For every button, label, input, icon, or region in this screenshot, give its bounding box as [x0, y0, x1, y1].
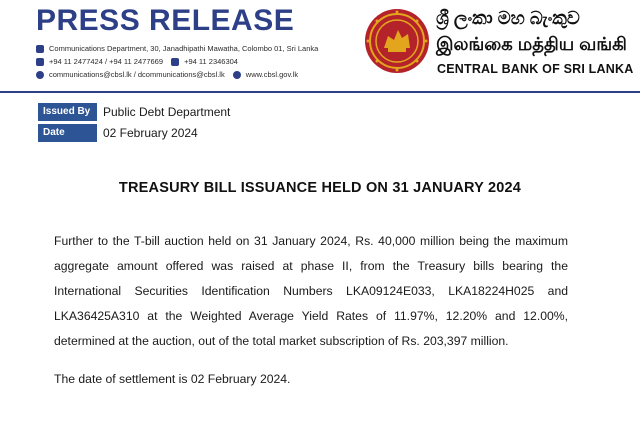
phone-line: [36, 57, 238, 66]
bank-name-sinhala: ශ්‍රී ලංකා මහ බැංකුව: [436, 8, 580, 28]
email-text[interactable]: communications@cbsl.lk / dcommunications@cbsl.lk: [49, 70, 225, 79]
web-icon: [233, 71, 241, 79]
bank-name-tamil: இலங்கை மத்திய வங்கி: [436, 34, 627, 54]
fax-icon: [171, 58, 179, 66]
phone-icon: [36, 58, 44, 66]
email-line: [36, 70, 298, 79]
bank-name-english: CENTRAL BANK OF SRI LANKA: [437, 62, 634, 76]
issued-by-value: Public Debt Department: [103, 105, 231, 119]
letterhead: [0, 0, 640, 92]
body-paragraph: Further to the T-bill auction held on 31 January 2024, Rs. 40,000 million being the maximum aggregate amount offered was raised at phase II, from the Treasury bills bearing the International Securities Identification Numbers LKA09124E033, LKA18224H025 and LKA36425A310 at the Weighted Average Yield Rates of 11.97%, 12.20% and 12.00%, determined at the auction, out of the total market subscription of Rs. 203,397 million.: [54, 234, 568, 348]
address-line: [36, 44, 318, 53]
settlement-paragraph: The date of settlement is 02 February 2024.: [54, 372, 291, 386]
date-value: 02 February 2024: [103, 126, 198, 140]
address-text: Communications Department, 30, Janadhipathi Mawatha, Colombo 01, Sri Lanka: [49, 44, 319, 53]
issued-by-label: Issued By: [38, 103, 97, 121]
fax-text: +94 11 2346304: [184, 57, 238, 66]
press-release-title: PRESS RELEASE: [36, 4, 295, 37]
building-icon: [36, 45, 44, 53]
phone-text: +94 11 2477424 / +94 11 2477669: [49, 57, 163, 66]
date-label: Date: [38, 124, 97, 142]
header-divider: [0, 91, 640, 93]
website-text[interactable]: www.cbsl.gov.lk: [245, 70, 299, 79]
cbsl-emblem-icon: [364, 8, 430, 74]
email-icon: [36, 71, 44, 79]
headline: TREASURY BILL ISSUANCE HELD ON 31 JANUARY 2024: [118, 180, 522, 196]
